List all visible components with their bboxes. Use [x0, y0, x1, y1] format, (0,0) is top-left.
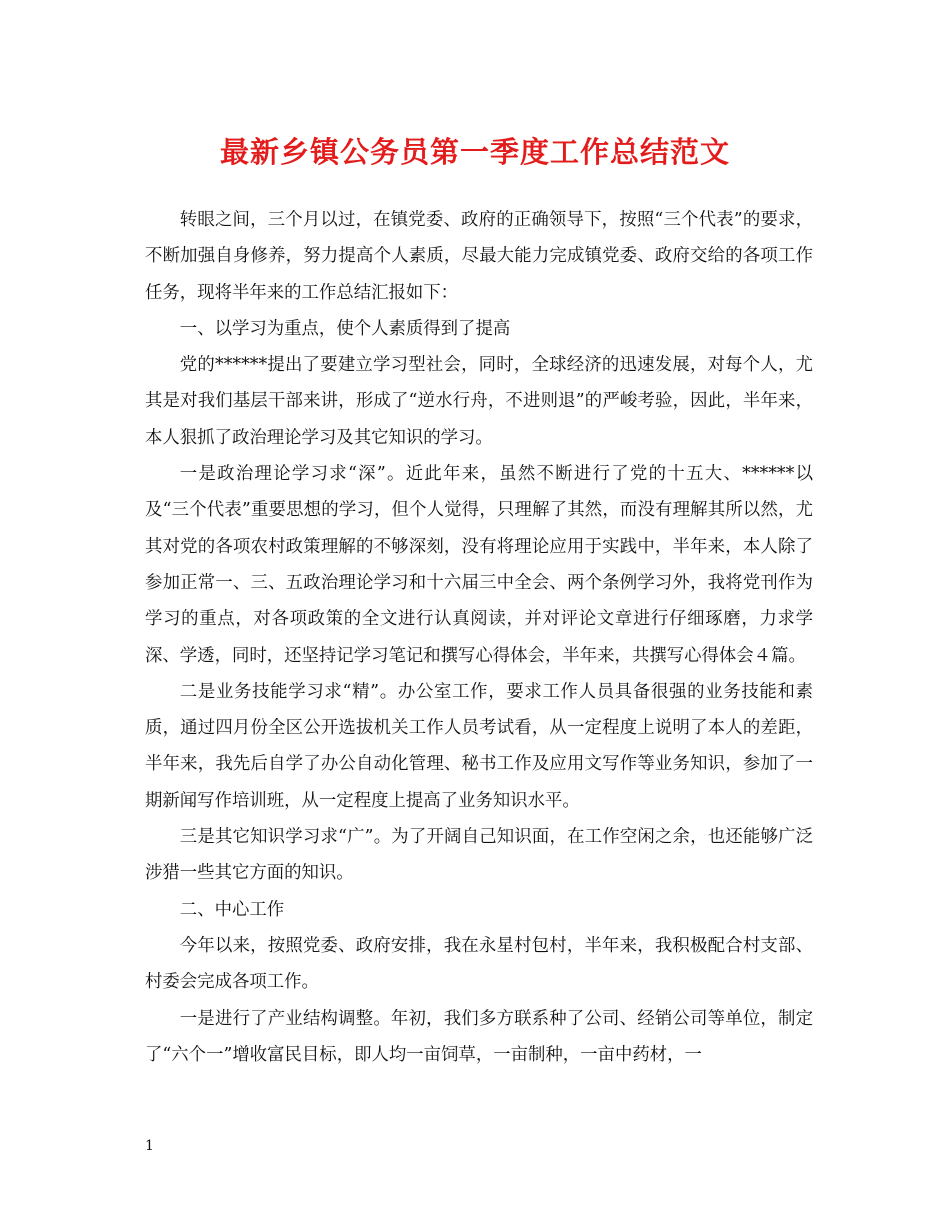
section-heading-study: 一、以学习为重点，使个人素质得到了提高	[179, 318, 511, 339]
page-number: 1	[145, 1138, 154, 1154]
paragraph-other-knowledge: 三是其它知识学习求“广”。为了开阔自己知识面，在工作空闲之余，也还能够广泛涉猎一些其它方面的知识。	[145, 827, 813, 884]
paragraph-study-context: 党的******提出了要建立学习型社会，同时，全球经济的迅速发展，对每个人，尤其是对我们基层干部来讲，形成了“逆水行舟，不进则退”的严峻考验，因此，半年来，本人狠抓了政治理论学习及其它知识的学习。	[145, 355, 813, 448]
section-heading-central-work: 二、中心工作	[179, 899, 285, 920]
document-title: 最新乡镇公务员第一季度工作总结范文	[219, 135, 730, 169]
paragraph-industry-adjustment: 一是进行了产业结构调整。年初，我们多方联系种了公司、经销公司等单位，制定了“六个一”增收富民目标，即人均一亩饲草，一亩制种，一亩中药材，一	[145, 1008, 813, 1065]
paragraph-political-theory: 一是政治理论学习求“深”。近此年来，虽然不断进行了党的十五大、******以及“三个代表”重要思想的学习，但个人觉得，只理解了其然，而没有理解其所以然，尤其对党的各项农村政策理解的不够深刻，没有将理论应用于实践中，半年来，本人除了参加正常一、三、五政治理论学习和十六届三中全会、两个条例学习外，我将党刊作为学习的重点，对各项政策的全文进行认真阅读，并对评论文章进行仔细琢磨，力求学深、学透，同时，还坚持记学习笔记和撰写心得体会，半年来，共撰写心得体会４篇。	[145, 464, 813, 666]
paragraph-business-skills: 二是业务技能学习求“精”。办公室工作，要求工作人员具备很强的业务技能和素质，通过四月份全区公开选拔机关工作人员考试看，从一定程度上说明了本人的差距，半年来，我先后自学了办公自动化管理、秘书工作及应用文写作等业务知识，参加了一期新闻写作培训班，从一定程度上提高了业务知识水平。	[145, 681, 813, 811]
paragraph-village-work: 今年以来，按照党委、政府安排，我在永星村包村，半年来，我积极配合村支部、村委会完成各项工作。	[145, 935, 813, 993]
paragraph-intro: 转眼之间，三个月以过，在镇党委、政府的正确领导下，按照“三个代表”的要求，不断加强自身修养，努力提高个人素质，尽最大能力完成镇党委、政府交给的各项工作任务，现将半年来的工作总结汇报如下：	[145, 210, 813, 303]
document-body	[145, 202, 813, 1073]
